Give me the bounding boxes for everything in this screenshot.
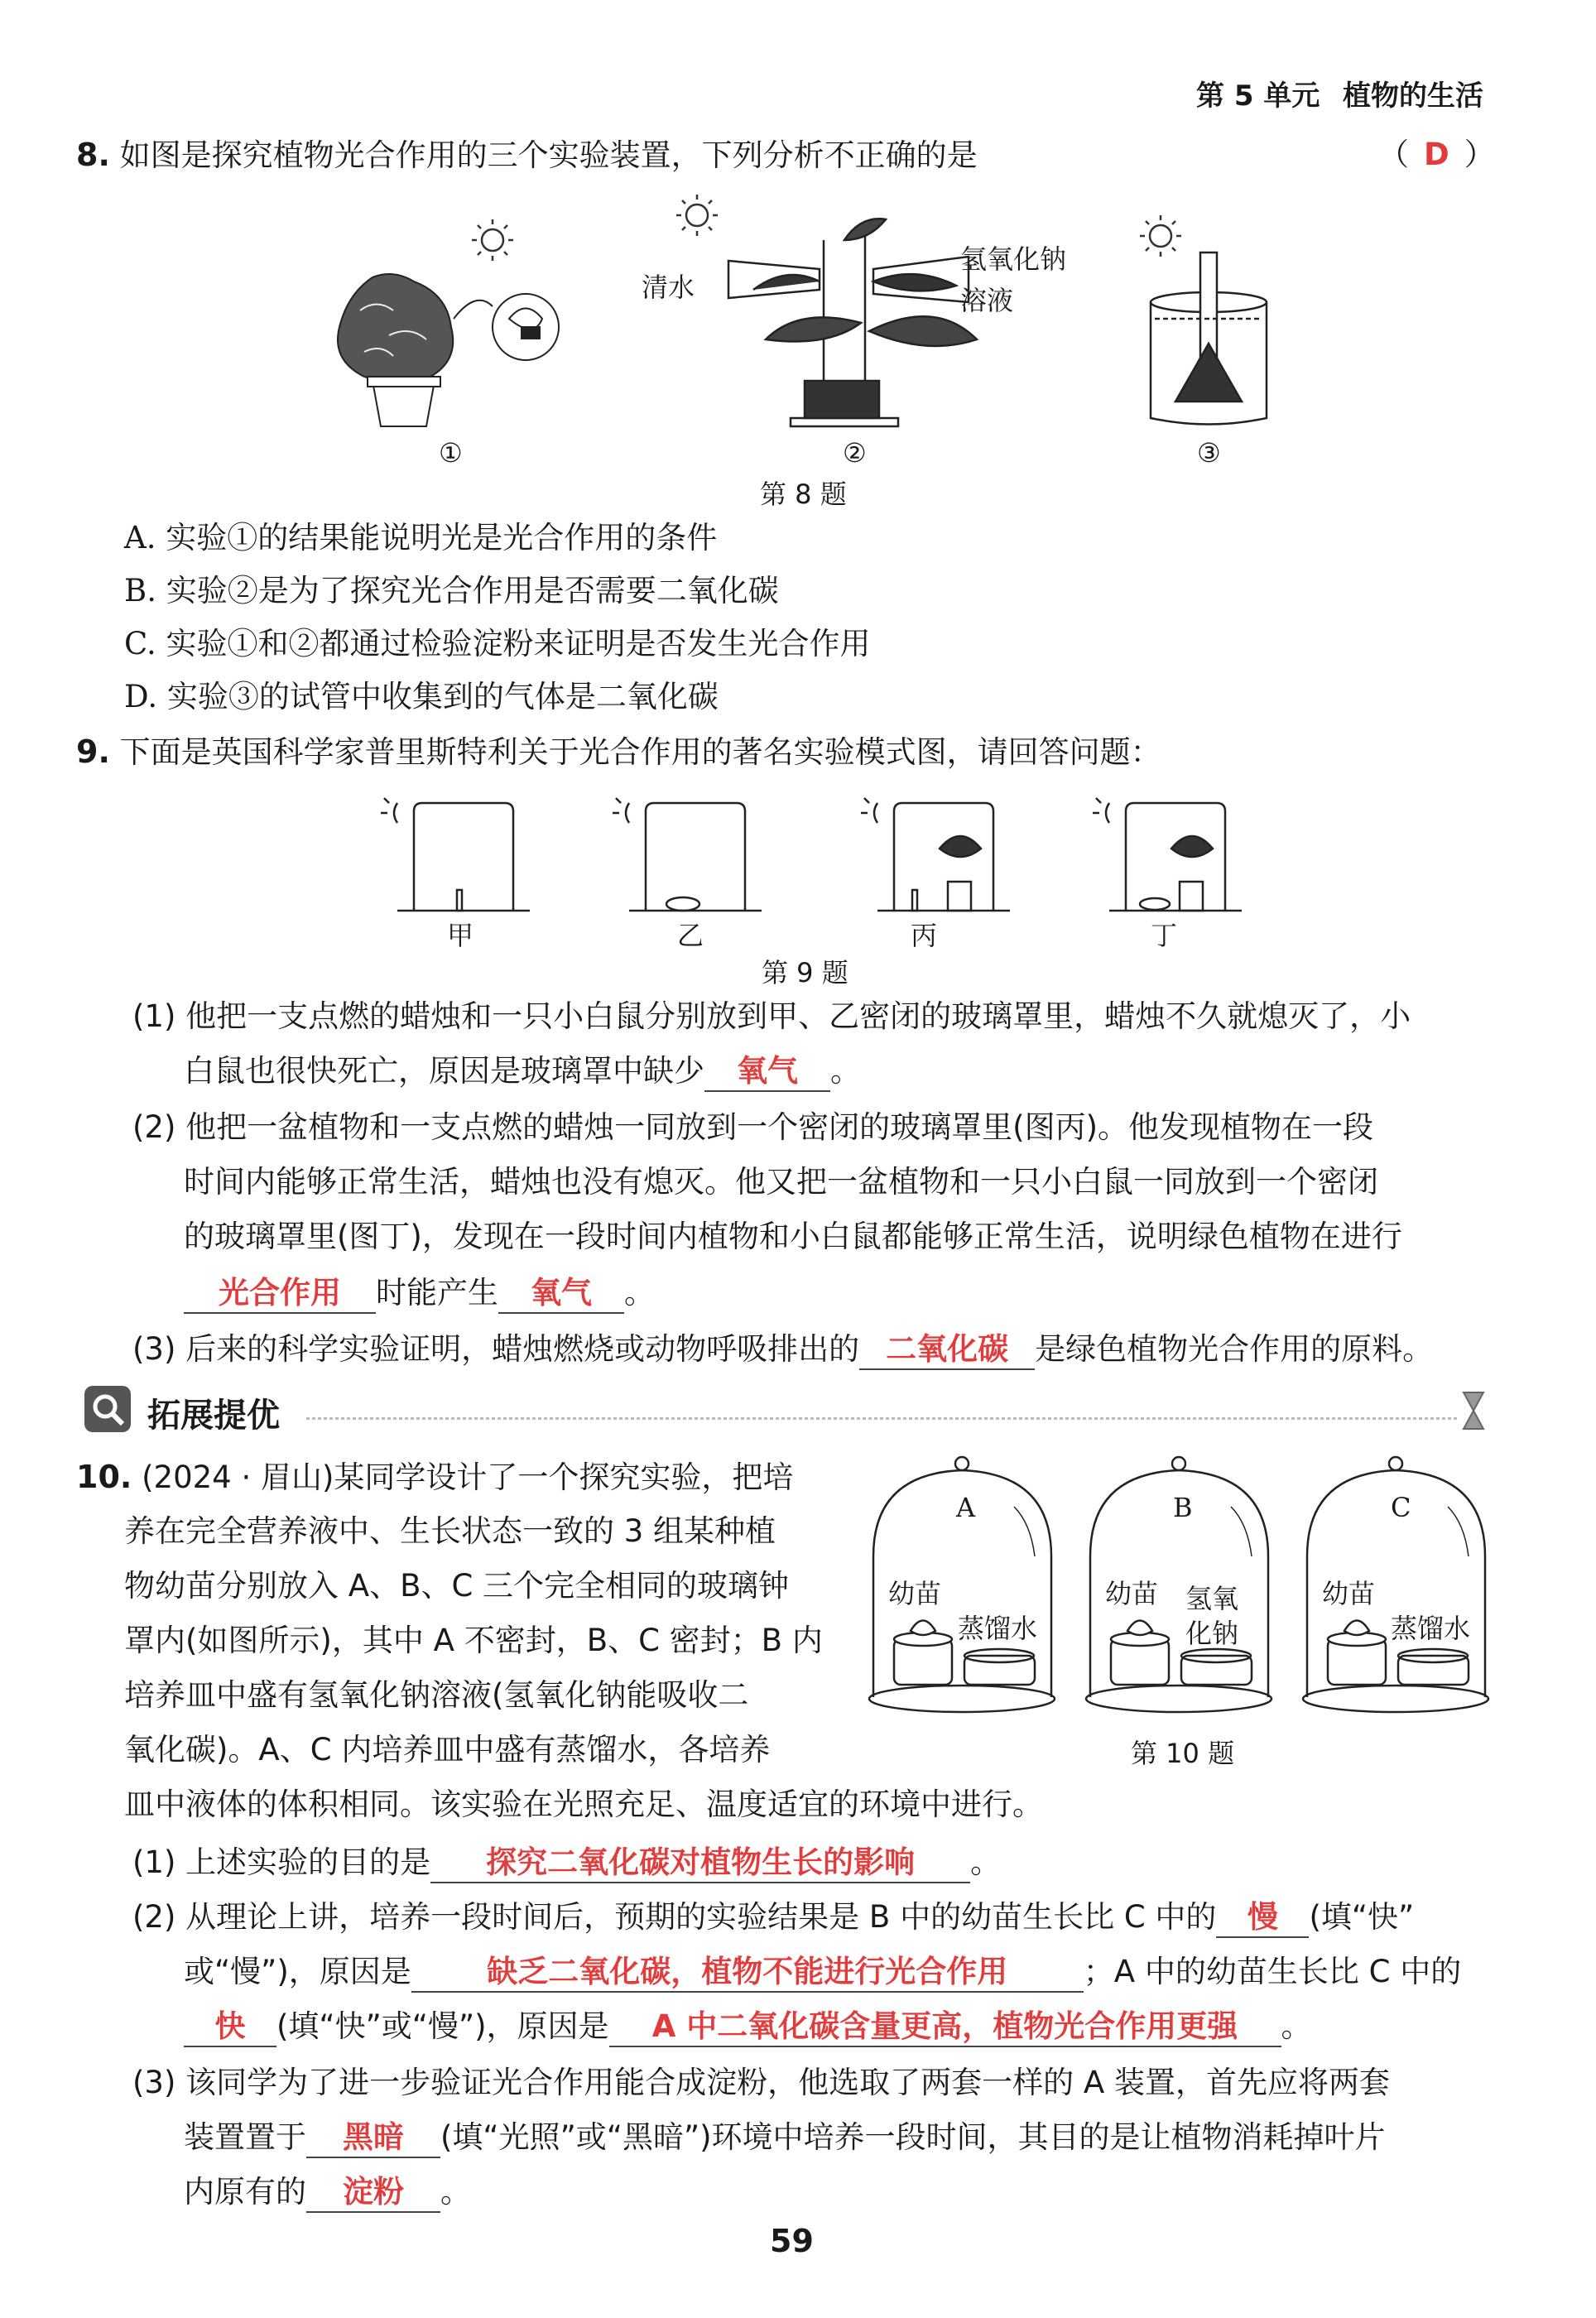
section-title: 拓展提优 — [147, 1397, 280, 1435]
plant — [940, 836, 981, 857]
q8-option-b: B. 实验②是为了探究光合作用是否需要二氧化碳 — [124, 573, 779, 608]
q9-p2-line2: 时间内能够正常生活，蜡烛也没有熄灭。他又把一盆植物和一只小白鼠一同放到一个密闭 — [184, 1164, 1378, 1200]
q10-p3-line3: 内原有的 淀粉 。 — [184, 2166, 471, 2219]
q10-stem-line1: 10. (2024 · 眉山)某同学设计了一个探究实验，把培 — [76, 1459, 794, 1495]
q9-answer-2: 光合作用 — [184, 1274, 376, 1314]
q10-p2-line3: 快 (填“快”或“慢”)，原因是 A 中二氧化碳含量更高，植物光合作用更强 。 — [184, 2000, 1312, 2053]
header-unit: 第 5 单元 — [1196, 79, 1320, 113]
q9-label-bing: 丙 — [911, 920, 938, 951]
magnifier-icon — [83, 1384, 132, 1434]
q8-fig1-number: ① — [439, 437, 463, 469]
q10-label-naoh-1: 氢氧 — [1185, 1583, 1239, 1614]
q8-option-d: D. 实验③的试管中收集到的气体是二氧化碳 — [124, 679, 719, 714]
q10-answer-1: 探究二氧化碳对植物生长的影响 — [430, 1844, 970, 1883]
q8-fig2-number: ② — [843, 437, 867, 469]
q10-stem-line6: 氧化碳)。A、C 内培养皿中盛有蒸馏水，各培养 — [124, 1732, 771, 1767]
q10-label-naoh-2: 化钠 — [1185, 1618, 1239, 1649]
page-number: 59 — [770, 2223, 814, 2259]
mouse — [666, 897, 699, 911]
jar-ding — [1093, 798, 1242, 911]
q9-p2-line1: (2) 他把一盆植物和一支点燃的蜡烛一同放到一个密闭的玻璃罩里(图丙)。他发现植物在一段 — [132, 1109, 1374, 1145]
q10-answer-3: 缺乏二氧化碳，植物不能进行光合作用 — [411, 1953, 1084, 1993]
q10-p3-line1: (3) 该同学为了进一步验证光合作用能合成淀粉，他选取了两套一样的 A 装置，首先应将两套 — [132, 2065, 1391, 2100]
q8-label-naoh-1: 氢氧化钠 — [960, 243, 1067, 275]
hourglass-icon — [1457, 1391, 1490, 1431]
q8-label-naoh-2: 溶液 — [960, 285, 1014, 316]
q10-stem-line7: 皿中液体的体积相同。该实验在光照充足、温度适宜的环境中进行。 — [124, 1787, 1043, 1822]
q10-answer-6: 黑暗 — [306, 2118, 440, 2158]
q10-p1: (1) 上述实验的目的是 探究二氧化碳对植物生长的影响 。 — [132, 1836, 1001, 1889]
plant — [1171, 836, 1213, 857]
q10-label-a: A — [956, 1492, 976, 1523]
section-divider — [306, 1417, 1457, 1420]
q8-figure-3 — [1126, 211, 1291, 435]
q8-figure-1 — [315, 211, 563, 451]
q9-answer-4: 二氧化碳 — [859, 1330, 1035, 1370]
q9-label-yi: 乙 — [677, 920, 704, 951]
q10-label-water-c: 蒸馏水 — [1391, 1613, 1471, 1644]
q8-label-water: 清水 — [642, 272, 695, 303]
q8-option-a: A. 实验①的结果能说明光是光合作用的条件 — [124, 520, 718, 555]
q10-answer-2: 慢 — [1216, 1898, 1309, 1938]
leaf-detail — [454, 294, 559, 360]
q8-answer-box: （ D ） — [1378, 137, 1495, 172]
q10-stem-line5: 培养皿中盛有氢氧化钠溶液(氢氧化钠能吸收二 — [124, 1677, 749, 1713]
q8-option-c: C. 实验①和②都通过检验淀粉来证明是否发生光合作用 — [124, 626, 871, 661]
q10-label-c: C — [1391, 1492, 1411, 1523]
sun-icon — [676, 195, 718, 236]
section-header — [83, 1384, 1490, 1434]
q10-answer-5: A 中二氧化碳含量更高，植物光合作用更强 — [609, 2008, 1281, 2047]
q9-answer-1: 氧气 — [704, 1052, 830, 1092]
q10-stem-line2: 养在完全营养液中、生长状态一致的 3 组某种植 — [124, 1513, 776, 1549]
q10-label-seedling-b: 幼苗 — [1105, 1578, 1159, 1609]
q8-caption: 第 8 题 — [760, 479, 847, 510]
potted-plant — [338, 274, 453, 426]
q10-caption: 第 10 题 — [1131, 1738, 1235, 1769]
q8-figure-2 — [646, 190, 1109, 447]
beaker-with-tube — [1151, 252, 1267, 425]
q9-answer-3: 氧气 — [498, 1274, 624, 1314]
q10-stem-line3: 物幼苗分别放入 A、B、C 三个完全相同的玻璃钟 — [124, 1568, 790, 1604]
candle — [457, 890, 462, 911]
q10-p2-line1: (2) 从理论上讲，培养一段时间后，预期的实验结果是 B 中的幼苗生长比 C 中的 慢 (填“快” — [132, 1891, 1414, 1944]
header-title: 植物的生活 — [1343, 79, 1483, 113]
q9-p2-line4: 光合作用 时能产生 氧气 。 — [184, 1267, 655, 1320]
q9-caption: 第 9 题 — [762, 957, 848, 988]
sun-icon — [1140, 215, 1181, 257]
q9-label-ding: 丁 — [1151, 920, 1178, 951]
q9-figure — [381, 786, 1250, 919]
q10-label-water-a: 蒸馏水 — [958, 1613, 1038, 1644]
jar-jia — [381, 798, 530, 911]
q10-answer-4: 快 — [184, 2008, 276, 2047]
q10-label-seedling-a: 幼苗 — [888, 1578, 942, 1609]
q8-stem: 8. 如图是探究植物光合作用的三个实验装置，下列分析不正确的是 — [76, 137, 978, 173]
q10-label-b: B — [1173, 1492, 1193, 1523]
q10-p3-line2: 装置置于 黑暗 (填“光照”或“黑暗”)环境中培养一段时间，其目的是让植物消耗掉叶片 — [184, 2111, 1386, 2164]
q10-answer-7: 淀粉 — [306, 2173, 440, 2213]
q9-p2-line3: 的玻璃罩里(图丁)，发现在一段时间内植物和小白鼠都能够正常生活，说明绿色植物在进行 — [184, 1219, 1402, 1254]
q8-fig3-number: ③ — [1197, 437, 1221, 469]
candle — [912, 890, 917, 911]
q10-stem-line4: 罩内(如图所示)，其中 A 不密封，B、C 密封；B 内 — [124, 1623, 823, 1658]
q9-stem: 9. 下面是英国科学家普里斯特利关于光合作用的著名实验模式图，请回答问题： — [76, 733, 1161, 770]
q10-p2-line2: 或“慢”)，原因是 缺乏二氧化碳，植物不能进行光合作用 ；A 中的幼苗生长比 C 中的 — [184, 1945, 1461, 1998]
jar-yi — [613, 798, 762, 911]
q9-label-jia: 甲 — [447, 920, 474, 951]
jar-bing — [861, 798, 1010, 911]
plant-with-flasks — [728, 219, 977, 426]
sun-icon — [472, 219, 513, 261]
q10-label-seedling-c: 幼苗 — [1322, 1578, 1376, 1609]
q9-p1-line2: 白鼠也很快死亡，原因是玻璃罩中缺少 氧气 。 — [184, 1045, 861, 1098]
mouse — [1140, 898, 1170, 910]
q9-p3: (3) 后来的科学实验证明，蜡烛燃烧或动物呼吸排出的 二氧化碳 是绿色植物光合作用的原料。 — [132, 1323, 1433, 1376]
q8-answer: D — [1424, 137, 1449, 172]
q9-p1-line1: (1) 他把一支点燃的蜡烛和一只小白鼠分别放到甲、乙密闭的玻璃罩里，蜡烛不久就熄灭了，小 — [132, 998, 1411, 1034]
